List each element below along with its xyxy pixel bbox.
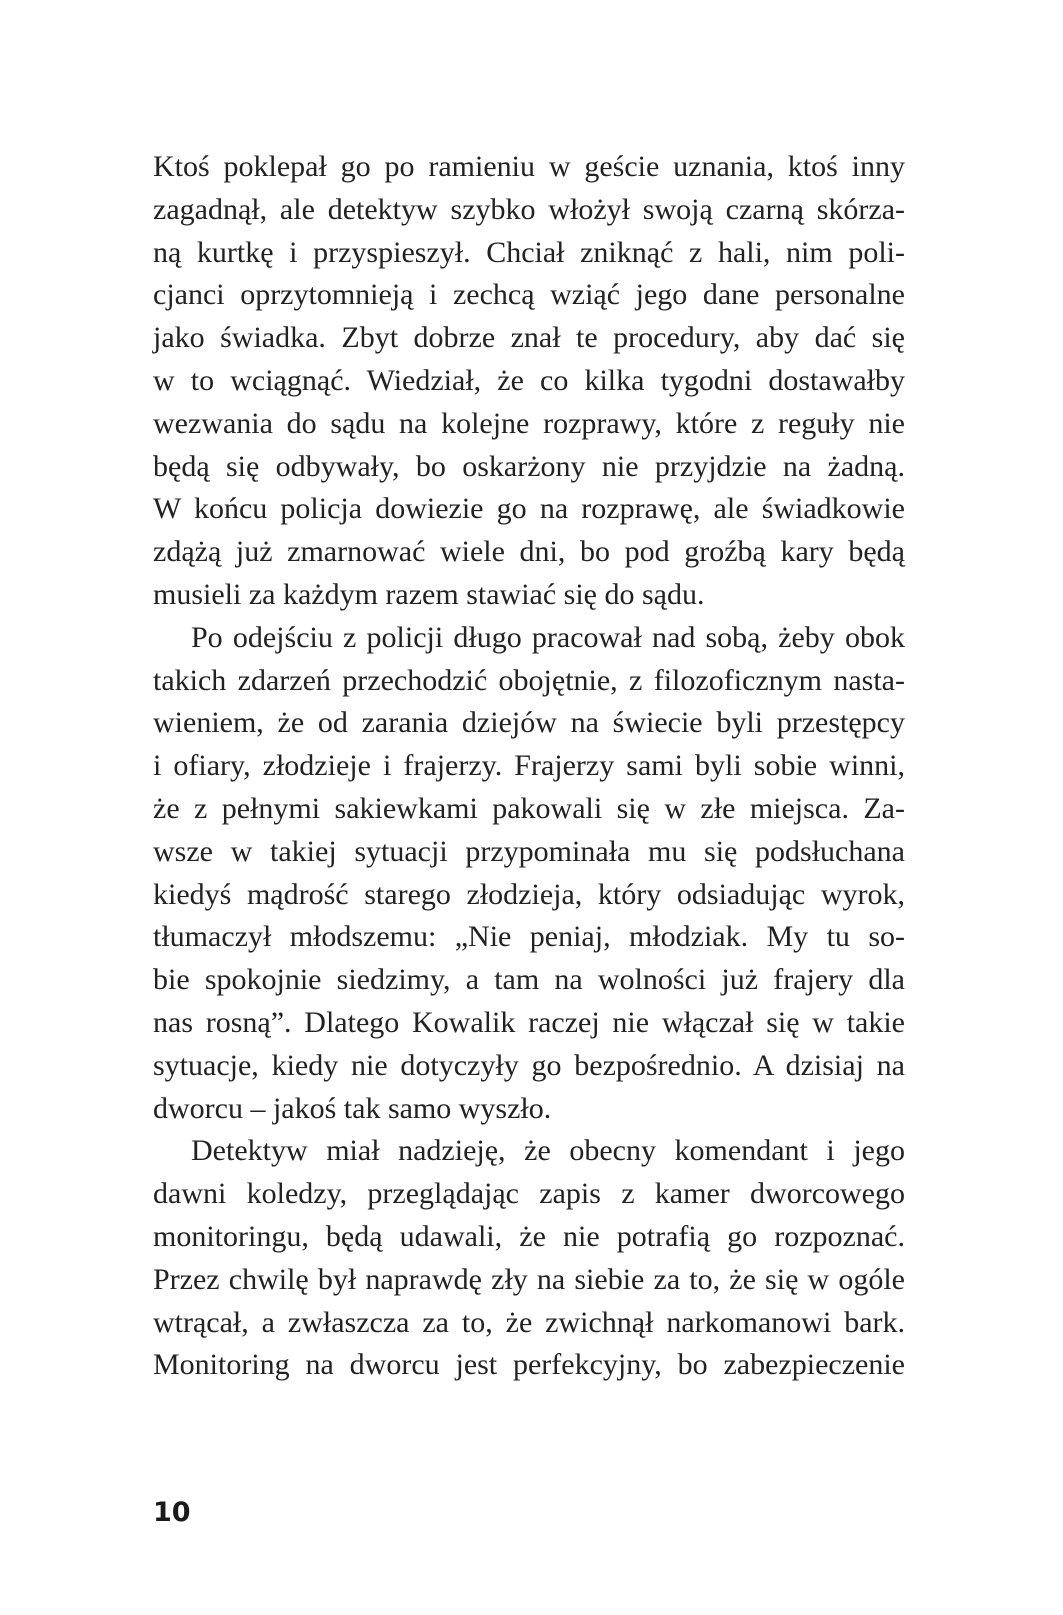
text-line: tłumaczył młodszemu: „Nie peniaj, młodziak. My tu so- <box>153 920 905 954</box>
text-line: nas rosną”. Dlatego Kowalik raczej nie włączał się w takie <box>153 1005 905 1039</box>
text-line: sytuacje, kiedy nie dotyczyły go bezpośrednio. A dzisiaj na <box>153 1048 905 1082</box>
text-line: zagadnął, ale detektyw szybko włożył swoją czarną skórza- <box>153 192 905 226</box>
text-line: Monitoring na dworcu jest perfekcyjny, bo zabezpieczenie <box>153 1348 905 1382</box>
text-line: bie spokojnie siedzimy, a tam na wolności już frajery dla <box>153 963 905 997</box>
text-line: że z pełnymi sakiewkami pakowali się w złe miejsca. Za- <box>153 791 905 825</box>
text-line: dawni koledzy, przeglądając zapis z kamer dworcowego <box>153 1177 905 1211</box>
text-line: monitoringu, będą udawali, że nie potrafią go rozpoznać. <box>153 1219 905 1253</box>
text-line: Po odejściu z policji długo pracował nad sobą, żeby obok <box>191 620 905 654</box>
text-line: musieli za każdym razem stawiać się do sądu. <box>153 577 705 611</box>
text-line: takich zdarzeń przechodzić obojętnie, z filozoficznym nasta- <box>153 663 905 697</box>
text-line: kiedyś mądrość starego złodzieja, który odsiadując wyrok, <box>153 877 905 911</box>
text-line: ną kurtkę i przyspieszył. Chciał zniknąć z hali, nim poli- <box>153 235 905 269</box>
text-line: wieniem, że od zarania dziejów na świecie byli przestępcy <box>153 706 905 740</box>
text-line: Detektyw miał nadzieję, że obecny komendant i jego <box>191 1134 905 1168</box>
text-line: zdążą już zmarnować wiele dni, bo pod groźbą kary będą <box>153 535 905 569</box>
text-line: będą się odbywały, bo oskarżony nie przyjdzie na żadną. <box>153 449 905 483</box>
text-line: i ofiary, złodzieje i frajerzy. Frajerzy sami byli sobie winni, <box>153 749 905 783</box>
text-line: dworcu – jakoś tak samo wyszło. <box>153 1091 552 1125</box>
text-line: wtrącał, a zwłaszcza za to, że zwichnął narkomanowi bark. <box>153 1305 905 1339</box>
page-number: 10 <box>153 1497 191 1528</box>
text-line: cjanci oprzytomnieją i zechcą wziąć jego dane personalne <box>153 278 905 312</box>
text-line: jako świadka. Zbyt dobrze znał te procedury, aby dać się <box>153 321 905 355</box>
text-line: Ktoś poklepał go po ramieniu w geście uznania, ktoś inny <box>153 150 905 183</box>
text-line: Przez chwilę był naprawdę zły na siebie za to, że się w ogóle <box>153 1262 905 1296</box>
text-line: W końcu policja dowiezie go na rozprawę, ale świadkowie <box>153 492 905 526</box>
text-line: wsze w takiej sytuacji przypominała mu się podsłuchana <box>153 834 905 868</box>
body-text <box>153 146 905 1387</box>
text-line: w to wciągnąć. Wiedział, że co kilka tygodni dostawałby <box>153 363 905 397</box>
text-line: wezwania do sądu na kolejne rozprawy, które z reguły nie <box>153 406 905 440</box>
